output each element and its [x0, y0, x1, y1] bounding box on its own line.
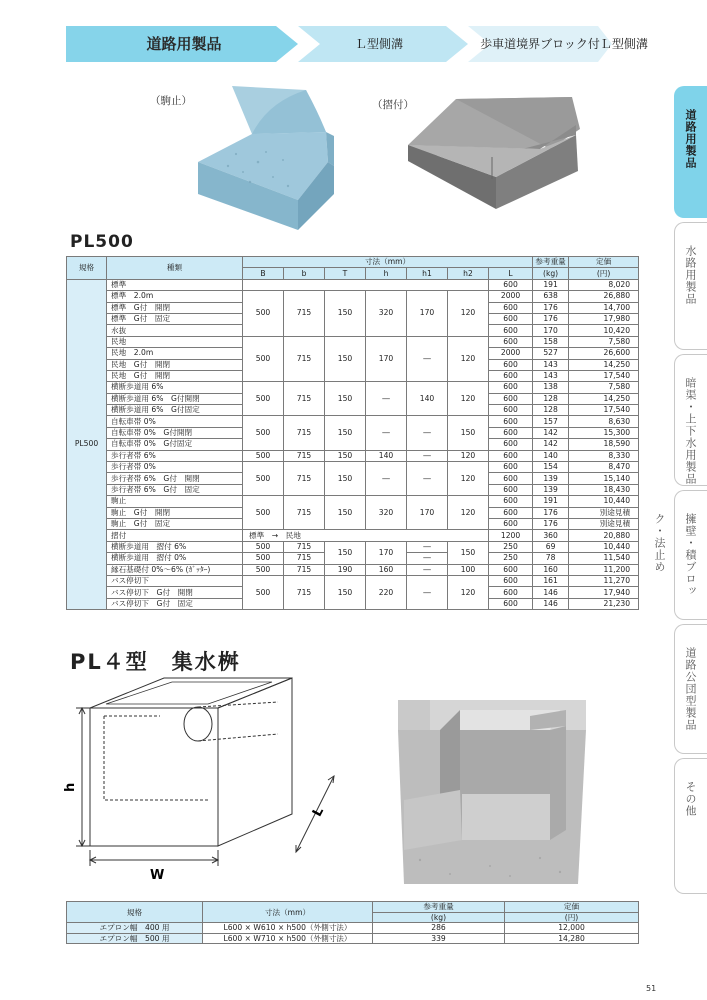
dim-B: 500	[243, 462, 284, 496]
dim-B: 500	[243, 575, 284, 609]
table-header-row	[67, 257, 639, 268]
row-type: 民地 G付 開閉	[107, 370, 243, 381]
dim-T: 150	[325, 575, 366, 609]
dim-T: 150	[325, 450, 366, 461]
row-type: 自転車帯 0% G付固定	[107, 439, 243, 450]
header-sunpo: 寸法（mm）	[203, 902, 373, 923]
row-type: 駒止 G付 固定	[107, 518, 243, 529]
row-type: 横断歩道用 6% G付固定	[107, 405, 243, 416]
row-L: 600	[489, 484, 533, 495]
row-price: 7,580	[569, 382, 639, 393]
header-kikaku: 規格	[67, 257, 107, 280]
row-weight: 69	[533, 541, 569, 552]
dim-h: 160	[366, 564, 407, 575]
dim-h1: 170	[407, 291, 448, 337]
row-price: 10,440	[569, 496, 639, 507]
row-weight: 170	[533, 325, 569, 336]
header-h2: h2	[448, 268, 489, 279]
page-number: 51	[646, 984, 657, 993]
row-price: 10,420	[569, 325, 639, 336]
dim-B: 500	[243, 564, 284, 575]
row-L: 600	[489, 393, 533, 404]
row-L: 250	[489, 553, 533, 564]
breadcrumb-item-road-products[interactable]: 道路用製品	[146, 35, 222, 53]
dim-T: 150	[325, 416, 366, 450]
breadcrumb	[66, 26, 648, 62]
dim-h2: 120	[448, 291, 489, 337]
row-L: 600	[489, 575, 533, 586]
row-type: 横断歩道用 摺付 6%	[107, 541, 243, 552]
row-price: 14,250	[569, 359, 639, 370]
row-type: 駒止	[107, 496, 243, 507]
dim-h2: 120	[448, 496, 489, 530]
table-row	[67, 933, 639, 944]
dim-h: 170	[366, 541, 407, 564]
dim-b: 715	[284, 462, 325, 496]
row-type: 水抜	[107, 325, 243, 336]
dim-b: 715	[284, 450, 325, 461]
row-weight: 138	[533, 382, 569, 393]
row-weight: 146	[533, 587, 569, 598]
row-weight: 140	[533, 450, 569, 461]
header-weight: 参考重量	[373, 902, 505, 913]
dim-h2: 120	[448, 450, 489, 461]
table-row	[67, 336, 639, 347]
row-price: 7,580	[569, 336, 639, 347]
row-price: 11,540	[569, 553, 639, 564]
header-B: B	[243, 268, 284, 279]
row-L: 600	[489, 473, 533, 484]
dim-h2: 150	[448, 541, 489, 564]
diagram-label-W: W	[150, 868, 165, 883]
dim-b: 715	[284, 564, 325, 575]
row-L: 600	[489, 427, 533, 438]
row-price: 17,940	[569, 587, 639, 598]
row-price: 14,700	[569, 302, 639, 313]
dim-b: 715	[284, 291, 325, 337]
diagram-label-L: L	[309, 804, 328, 820]
table-row	[67, 530, 639, 541]
dim-h2: 120	[448, 462, 489, 496]
row-L: 600	[489, 405, 533, 416]
table-row	[67, 564, 639, 575]
row-price: 別途見積	[569, 507, 639, 518]
header-b: b	[284, 268, 325, 279]
series-label: PL500	[67, 279, 107, 609]
row-weight: 139	[533, 473, 569, 484]
row-type: 横断歩道用 摺付 0%	[107, 553, 243, 564]
pl4-spec-table	[66, 901, 639, 944]
side-tab-label: 道路公団型製品	[684, 647, 697, 731]
photo-label-komadome: （駒止）	[150, 95, 192, 107]
row-kikaku: エプロン幅 500 用	[67, 933, 203, 944]
side-tab-road-products[interactable]	[674, 86, 707, 218]
dim-B: 500	[243, 291, 284, 337]
side-tab-label: その他	[684, 781, 697, 817]
dim-T: 150	[325, 496, 366, 530]
dim-b: 715	[284, 496, 325, 530]
row-type: 民地 2.0m	[107, 348, 243, 359]
row-L: 600	[489, 313, 533, 324]
dim-h: ―	[366, 382, 407, 416]
dim-h: 320	[366, 291, 407, 337]
row-type: 歩行者帯 0%	[107, 462, 243, 473]
row-price: 26,880	[569, 291, 639, 302]
row-type: 縁石基礎付 0%～6% (ｶﾞｯﾀｰ)	[107, 564, 243, 575]
row-price: 11,270	[569, 575, 639, 586]
table-row	[67, 279, 639, 290]
row-type: 標準 G付 開閉	[107, 302, 243, 313]
dim-b: 715	[284, 553, 325, 564]
row-price: 15,300	[569, 427, 639, 438]
dims-empty	[243, 279, 489, 290]
dim-b: 715	[284, 336, 325, 382]
row-weight: 139	[533, 484, 569, 495]
side-tab-highway-products[interactable]	[674, 624, 707, 754]
dim-B: 500	[243, 416, 284, 450]
row-type: 民地	[107, 336, 243, 347]
row-weight: 176	[533, 518, 569, 529]
breadcrumb-item-curb-l-gutter[interactable]: 歩車道境界ブロック付Ｌ型側溝	[480, 37, 648, 51]
row-price: 21,230	[569, 598, 639, 609]
row-price: 17,980	[569, 313, 639, 324]
row-L: 600	[489, 336, 533, 347]
komadome-block-photo	[188, 82, 336, 234]
row-weight: 146	[533, 598, 569, 609]
dim-T: 150	[325, 336, 366, 382]
row-L: 600	[489, 302, 533, 313]
row-price: 8,630	[569, 416, 639, 427]
pl500-spec-table	[66, 256, 639, 610]
table-row	[67, 450, 639, 461]
row-weight: 286	[373, 923, 505, 934]
dim-B: 500	[243, 541, 284, 552]
dim-h1: ―	[407, 575, 448, 609]
row-type: 摺付	[107, 530, 243, 541]
catch-basin-diagram	[60, 672, 350, 890]
dim-h2: 120	[448, 382, 489, 416]
header-kg: (kg)	[373, 912, 505, 923]
dim-B: 500	[243, 553, 284, 564]
row-L: 600	[489, 416, 533, 427]
dim-h: 220	[366, 575, 407, 609]
row-L: 600	[489, 325, 533, 336]
row-type: 民地 G付 開閉	[107, 359, 243, 370]
row-L: 2000	[489, 348, 533, 359]
row-L: 600	[489, 462, 533, 473]
side-tab-label: 道路用製品	[684, 109, 697, 169]
row-price: 12,000	[505, 923, 639, 934]
row-weight: 142	[533, 427, 569, 438]
dim-T: 150	[325, 382, 366, 416]
row-type: 歩行者帯 6% G付 固定	[107, 484, 243, 495]
row-weight: 78	[533, 553, 569, 564]
table-row	[67, 462, 639, 473]
row-weight: 339	[373, 933, 505, 944]
dim-h1: ―	[407, 553, 448, 564]
row-L: 600	[489, 359, 533, 370]
row-price: 別途見積	[569, 518, 639, 529]
photo-label-suritsuke: （摺付）	[372, 99, 414, 111]
dim-h: 320	[366, 496, 407, 530]
row-sunpo: L600 × W710 × h500（外側寸法）	[203, 933, 373, 944]
row-price: 26,600	[569, 348, 639, 359]
row-price: 11,200	[569, 564, 639, 575]
dim-b: 715	[284, 382, 325, 416]
dim-h1: ―	[407, 336, 448, 382]
dim-B: 500	[243, 450, 284, 461]
row-price: 14,280	[505, 933, 639, 944]
row-type: 標準	[107, 279, 243, 290]
row-type: 歩行者帯 6%	[107, 450, 243, 461]
side-tab-label: 擁壁・積ブロック・法止め	[653, 513, 697, 597]
suritsuke-block-photo	[400, 95, 582, 211]
row-weight: 176	[533, 313, 569, 324]
dim-h: ―	[366, 416, 407, 450]
header-yen: (円)	[569, 268, 639, 279]
dim-b: 715	[284, 541, 325, 552]
row-price: 18,590	[569, 439, 639, 450]
dim-B: 500	[243, 336, 284, 382]
dim-h2: 120	[448, 336, 489, 382]
catch-basin-photo	[390, 690, 590, 886]
table-row	[67, 575, 639, 586]
dim-B: 500	[243, 382, 284, 416]
table-row	[67, 541, 639, 552]
dim-h1: ―	[407, 541, 448, 552]
row-L: 2000	[489, 291, 533, 302]
header-L: L	[489, 268, 533, 279]
row-weight: 191	[533, 279, 569, 290]
header-price: 定価	[569, 257, 639, 268]
dim-h1: 140	[407, 382, 448, 416]
dim-b: 715	[284, 575, 325, 609]
dim-h1: ―	[407, 564, 448, 575]
table-row	[67, 416, 639, 427]
row-weight: 142	[533, 439, 569, 450]
row-type: 標準 G付 固定	[107, 313, 243, 324]
section-title-pl4: PL４型 集水桝	[70, 650, 241, 674]
dim-T: 150	[325, 462, 366, 496]
row-price: 15,140	[569, 473, 639, 484]
dim-T: 150	[325, 291, 366, 337]
dim-h1: 170	[407, 496, 448, 530]
row-L: 600	[489, 507, 533, 518]
header-shurui: 種類	[107, 257, 243, 280]
row-price: 8,470	[569, 462, 639, 473]
row-type: 自転車帯 0%	[107, 416, 243, 427]
side-tab-label: 水路用製品	[684, 245, 697, 305]
row-weight: 160	[533, 564, 569, 575]
header-sunpo: 寸法（mm）	[243, 257, 533, 268]
row-type: 自転車帯 0% G付開閉	[107, 427, 243, 438]
row-price: 10,440	[569, 541, 639, 552]
row-weight: 157	[533, 416, 569, 427]
row-price: 18,430	[569, 484, 639, 495]
header-yen: (円)	[505, 912, 639, 923]
dim-h2: 100	[448, 564, 489, 575]
section-title-pl500: PL500	[70, 232, 134, 252]
row-L: 600	[489, 370, 533, 381]
side-tab-retaining-wall[interactable]	[653, 490, 707, 620]
breadcrumb-item-l-gutter[interactable]: Ｌ型側溝	[354, 37, 403, 51]
row-type: バス停切下	[107, 575, 243, 586]
dim-b: 715	[284, 416, 325, 450]
side-tab-label: 暗渠・上下水用製品	[684, 377, 697, 485]
row-weight: 128	[533, 405, 569, 416]
dim-h1: ―	[407, 462, 448, 496]
dim-h2: 120	[448, 575, 489, 609]
table-row	[67, 496, 639, 507]
row-L: 600	[489, 439, 533, 450]
row-type: 駒止 G付 開閉	[107, 507, 243, 518]
table-row	[67, 291, 639, 302]
row-price: 14,250	[569, 393, 639, 404]
row-type: バス停切下 G付 開閉	[107, 587, 243, 598]
dim-h1: ―	[407, 416, 448, 450]
dim-h1: ―	[407, 450, 448, 461]
dim-h: ―	[366, 462, 407, 496]
dim-B: 500	[243, 496, 284, 530]
diagram-label-h: h	[63, 782, 78, 792]
row-L: 250	[489, 541, 533, 552]
dim-T: 190	[325, 564, 366, 575]
row-type: 横断歩道用 6% G付開閉	[107, 393, 243, 404]
row-price: 17,540	[569, 370, 639, 381]
row-L: 600	[489, 382, 533, 393]
dim-suritsuke-note: 標準 → 民地	[243, 530, 489, 541]
row-kikaku: エプロン幅 400 用	[67, 923, 203, 934]
table-row	[67, 923, 639, 934]
row-L: 600	[489, 598, 533, 609]
table-header-row	[67, 902, 639, 913]
dim-h: 170	[366, 336, 407, 382]
side-tab-waterway-products[interactable]	[674, 222, 707, 350]
row-sunpo: L600 × W610 × h500（外側寸法）	[203, 923, 373, 934]
row-weight: 176	[533, 302, 569, 313]
row-type: 歩行者帯 6% G付 開閉	[107, 473, 243, 484]
row-weight: 143	[533, 359, 569, 370]
dim-h2: 150	[448, 416, 489, 450]
table-row	[67, 382, 639, 393]
row-L: 1200	[489, 530, 533, 541]
row-L: 600	[489, 518, 533, 529]
row-weight: 158	[533, 336, 569, 347]
row-price: 8,330	[569, 450, 639, 461]
header-h1: h1	[407, 268, 448, 279]
dim-h: 140	[366, 450, 407, 461]
row-weight: 128	[533, 393, 569, 404]
row-L: 600	[489, 279, 533, 290]
row-weight: 176	[533, 507, 569, 518]
header-price: 定価	[505, 902, 639, 913]
row-L: 600	[489, 587, 533, 598]
header-kg: (kg)	[533, 268, 569, 279]
row-L: 600	[489, 564, 533, 575]
row-weight: 191	[533, 496, 569, 507]
row-price: 20,880	[569, 530, 639, 541]
row-weight: 154	[533, 462, 569, 473]
row-weight: 161	[533, 575, 569, 586]
row-weight: 527	[533, 348, 569, 359]
row-L: 600	[489, 450, 533, 461]
side-tab-others[interactable]	[674, 758, 707, 894]
header-kikaku: 規格	[67, 902, 203, 923]
header-T: T	[325, 268, 366, 279]
header-weight: 参考重量	[533, 257, 569, 268]
row-price: 8,020	[569, 279, 639, 290]
row-price: 17,540	[569, 405, 639, 416]
dim-T: 150	[325, 541, 366, 564]
row-type: 標準 2.0m	[107, 291, 243, 302]
row-weight: 638	[533, 291, 569, 302]
row-weight: 360	[533, 530, 569, 541]
row-L: 600	[489, 496, 533, 507]
row-type: 横断歩道用 6%	[107, 382, 243, 393]
side-tab-culvert-products[interactable]	[674, 354, 707, 486]
row-type: バス停切下 G付 固定	[107, 598, 243, 609]
header-h: h	[366, 268, 407, 279]
row-weight: 143	[533, 370, 569, 381]
